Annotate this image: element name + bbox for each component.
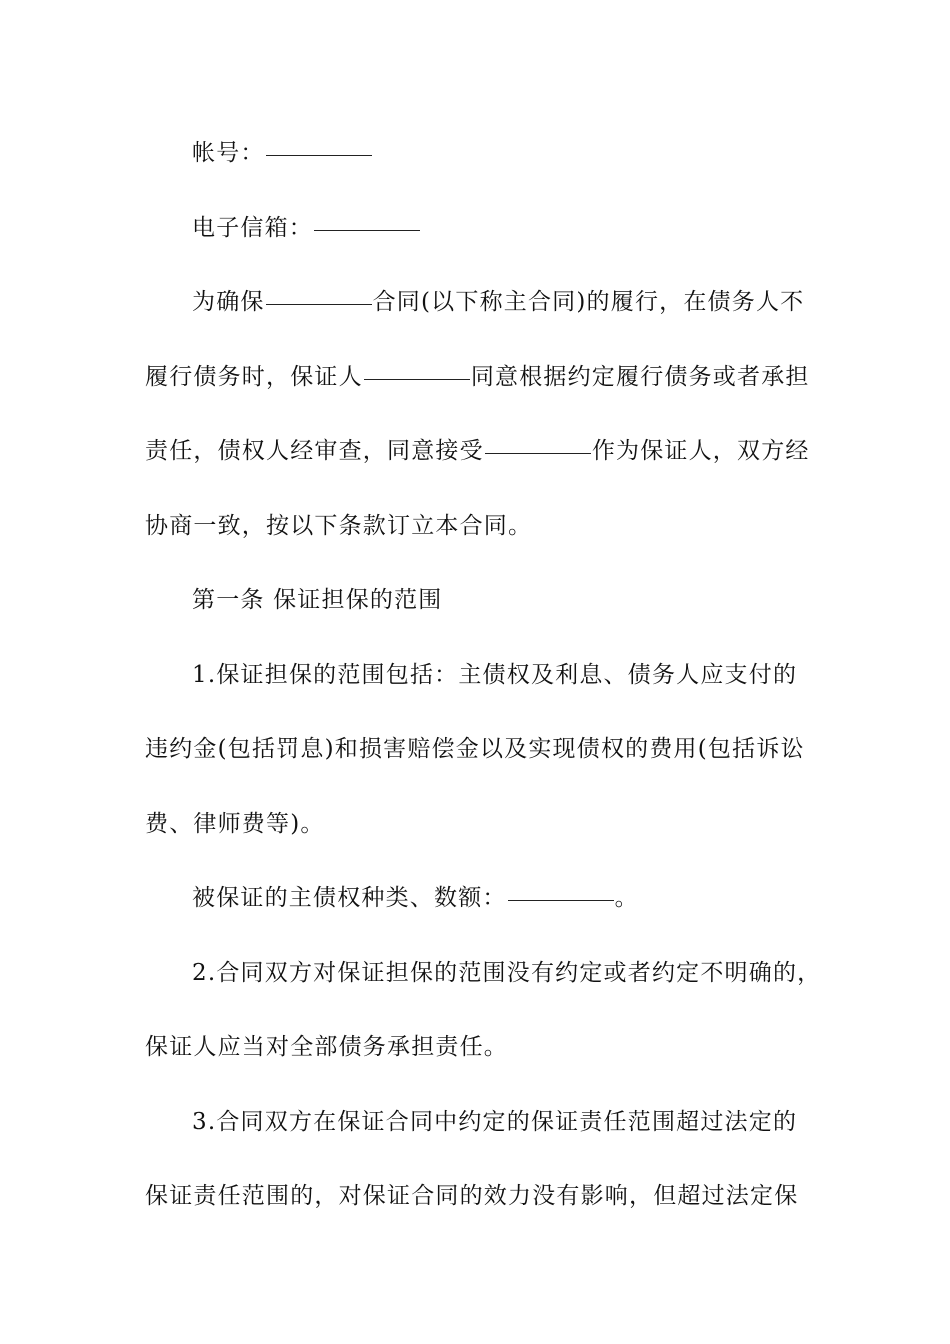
text-segment: 被保证的主债权种类、数额：: [192, 885, 507, 911]
item-2-line-1: [145, 948, 822, 1023]
email-blank: [314, 229, 420, 231]
item-3-line-2: [145, 1171, 810, 1246]
text-segment: 责任，债权人经审查，同意接受: [145, 438, 484, 464]
text-segment: 费、律师费等)。: [145, 810, 325, 837]
account-label: 帐号：: [192, 140, 265, 166]
item-3-line-1: [145, 1097, 810, 1172]
text-segment: 履行债务时，保证人: [145, 363, 363, 390]
item-1-line-3: [145, 799, 810, 874]
text-segment: 作为保证人，双方经: [591, 438, 810, 464]
text-segment: 保证人应当对全部债务承担责任。: [145, 1034, 508, 1060]
secured-claim-line: [145, 873, 810, 948]
item-1-line-2: [145, 724, 810, 799]
contract-name-blank: [266, 303, 372, 305]
item-1-line-1: [145, 650, 810, 725]
paragraph-1-line-2: [145, 352, 810, 427]
text-segment: 违约金(包括罚息)和损害赔偿金以及实现债权的费用(包括诉讼: [145, 736, 805, 762]
paragraph-1-line-1: [145, 277, 810, 352]
text-segment: 同意根据约定履行债务或者承担: [470, 363, 810, 390]
text-segment: 1.保证担保的范围包括：主债权及利息、债务人应支付的: [192, 661, 798, 688]
email-label: 电子信箱：: [192, 214, 313, 241]
paragraph-1-line-3: [145, 426, 810, 501]
section-heading: 第一条 保证担保的范围: [192, 587, 443, 613]
account-line: [145, 128, 810, 203]
text-segment: 合同(以下称主合同)的履行，在债务人不: [372, 289, 805, 315]
document-page: [145, 128, 822, 1246]
guarantor-blank: [364, 378, 470, 380]
text-segment: 。: [614, 885, 639, 911]
email-line: [145, 203, 810, 278]
text-segment: 3.合同双方在保证合同中约定的保证责任范围超过法定的: [192, 1108, 798, 1135]
paragraph-1-line-4: [145, 501, 810, 576]
account-blank: [266, 154, 372, 156]
article-1-title: [145, 575, 810, 650]
text-segment: 协商一致，按以下条款订立本合同。: [145, 512, 533, 539]
text-segment: 保证责任范围的，对保证合同的效力没有影响，但超过法定保: [145, 1183, 799, 1209]
text-segment: 2.合同双方对保证担保的范围没有约定或者约定不明确的，: [192, 959, 822, 986]
text-segment: 为确保: [192, 289, 265, 315]
secured-claim-blank: [508, 899, 614, 901]
accepted-guarantor-blank: [485, 452, 591, 454]
item-2-line-2: [145, 1022, 810, 1097]
